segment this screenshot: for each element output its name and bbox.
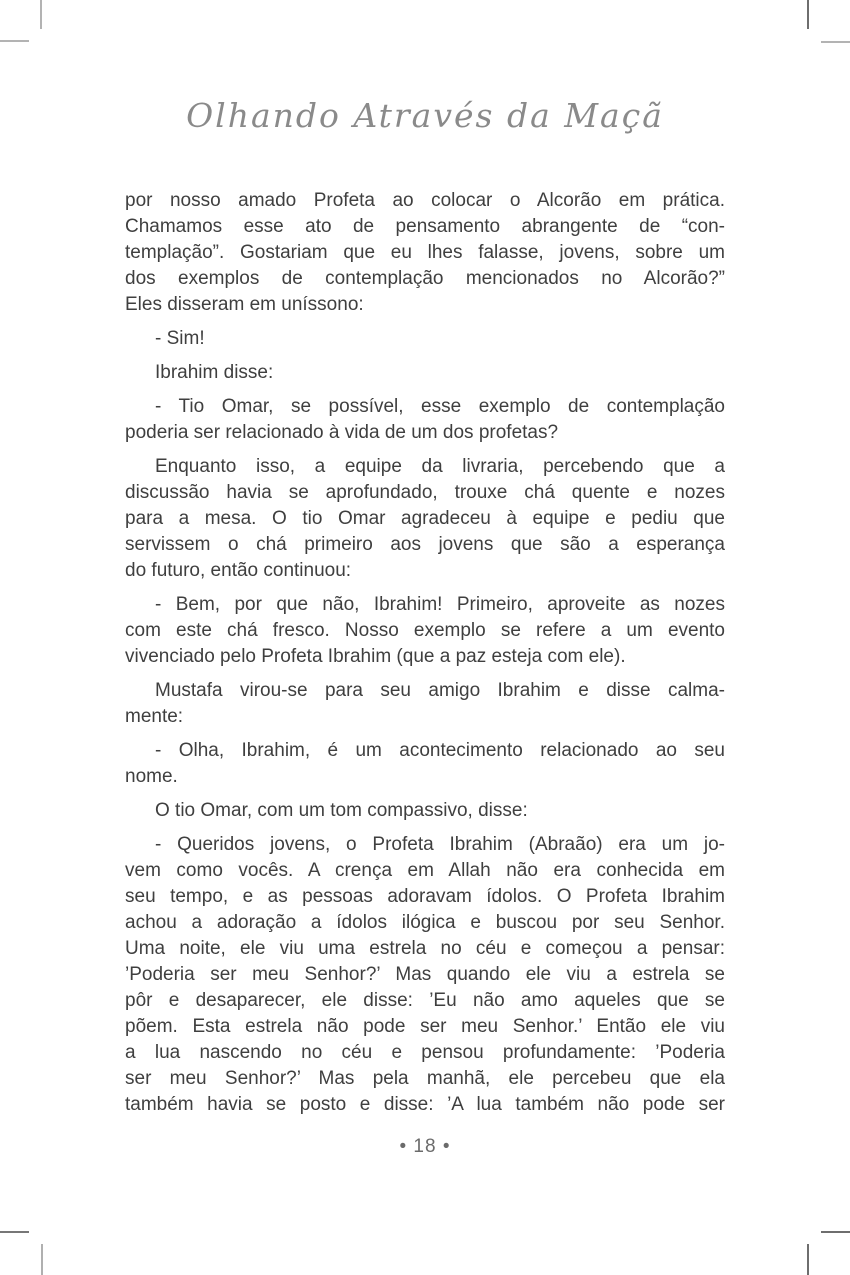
- crop-mark-top-right-horizontal: [821, 41, 850, 43]
- text-line: também havia se posto e disse: ’A lua também não pode ser: [125, 1094, 725, 1115]
- text-line: ’Poderia ser meu Senhor?’ Mas quando ele viu a estrela se: [125, 964, 725, 985]
- paragraph: [125, 832, 725, 1118]
- paragraph: [125, 798, 725, 824]
- paragraph: [125, 326, 725, 352]
- crop-mark-bottom-left-vertical: [41, 1244, 43, 1275]
- text-line: nome.: [125, 766, 178, 787]
- text-line: achou a adoração a ídolos ilógica e buscou por seu Senhor.: [125, 912, 725, 933]
- text-line: templação”. Gostariam que eu lhes falasse, jovens, sobre um: [125, 242, 725, 263]
- text-line: pôr e desaparecer, ele disse: ’Eu não amo aqueles que se: [125, 990, 725, 1011]
- text-line: O tio Omar, com um tom compassivo, disse:: [155, 800, 528, 821]
- text-line: ser meu Senhor?’ Mas pela manhã, ele percebeu que ela: [125, 1068, 725, 1089]
- text-line: - Bem, por que não, Ibrahim! Primeiro, aproveite as nozes: [155, 594, 725, 615]
- paragraph: [125, 394, 725, 446]
- text-line: servissem o chá primeiro aos jovens que são a esperança: [125, 534, 725, 555]
- text-line: Eles disseram em uníssono:: [125, 294, 364, 315]
- text-line: - Olha, Ibrahim, é um acontecimento relacionado ao seu: [155, 740, 725, 761]
- text-line: - Queridos jovens, o Profeta Ibrahim (Abraão) era um jo-: [155, 834, 725, 855]
- paragraph: [125, 188, 725, 318]
- text-line: do futuro, então continuou:: [125, 560, 352, 581]
- text-line: vem como vocês. A crença em Allah não era conhecida em: [125, 860, 725, 881]
- text-line: poderia ser relacionado à vida de um dos profetas?: [125, 422, 559, 443]
- text-line: Uma noite, ele viu uma estrela no céu e começou a pensar:: [125, 938, 725, 959]
- crop-mark-top-right-vertical: [807, 0, 809, 29]
- paragraph: [125, 454, 725, 584]
- text-line: mente:: [125, 706, 184, 727]
- text-line: a lua nascendo no céu e pensou profundamente: ’Poderia: [125, 1042, 725, 1063]
- text-line: dos exemplos de contemplação mencionados no Alcorão?”: [125, 268, 725, 289]
- text-line: para a mesa. O tio Omar agradeceu à equipe e pediu que: [125, 508, 725, 529]
- paragraph: [125, 592, 725, 670]
- text-line: Chamamos esse ato de pensamento abrangente de “con-: [125, 216, 725, 237]
- text-line: - Tio Omar, se possível, esse exemplo de contemplação: [155, 396, 725, 417]
- text-line: - Sim!: [155, 328, 205, 349]
- text-line: Enquanto isso, a equipe da livraria, percebendo que a: [155, 456, 725, 477]
- paragraph: [125, 360, 725, 386]
- paragraph: [125, 678, 725, 730]
- crop-mark-top-left-horizontal: [0, 40, 29, 42]
- crop-mark-bottom-right-horizontal: [821, 1231, 850, 1233]
- crop-mark-bottom-left-horizontal: [0, 1231, 29, 1233]
- text-line: põem. Esta estrela não pode ser meu Senhor.’ Então ele viu: [125, 1016, 725, 1037]
- text-line: discussão havia se aprofundado, trouxe chá quente e nozes: [125, 482, 725, 503]
- text-line: Mustafa virou-se para seu amigo Ibrahim e disse calma-: [155, 680, 725, 701]
- text-line: com este chá fresco. Nosso exemplo se refere a um evento: [125, 620, 725, 641]
- page-number: • 18 •: [399, 1136, 451, 1157]
- crop-mark-bottom-right-vertical: [807, 1244, 809, 1275]
- text-line: seu tempo, e as pessoas adoravam ídolos. O Profeta Ibrahim: [125, 886, 725, 907]
- text-line: por nosso amado Profeta ao colocar o Alcorão em prática.: [125, 190, 725, 211]
- text-line: Ibrahim disse:: [155, 362, 274, 383]
- text-line: vivenciado pelo Profeta Ibrahim (que a paz esteja com ele).: [125, 646, 626, 667]
- running-head-title: Olhando Através da Maçã: [186, 96, 664, 135]
- body-text-block: [125, 188, 725, 1118]
- paragraph: [125, 738, 725, 790]
- crop-mark-top-left-vertical: [40, 0, 42, 29]
